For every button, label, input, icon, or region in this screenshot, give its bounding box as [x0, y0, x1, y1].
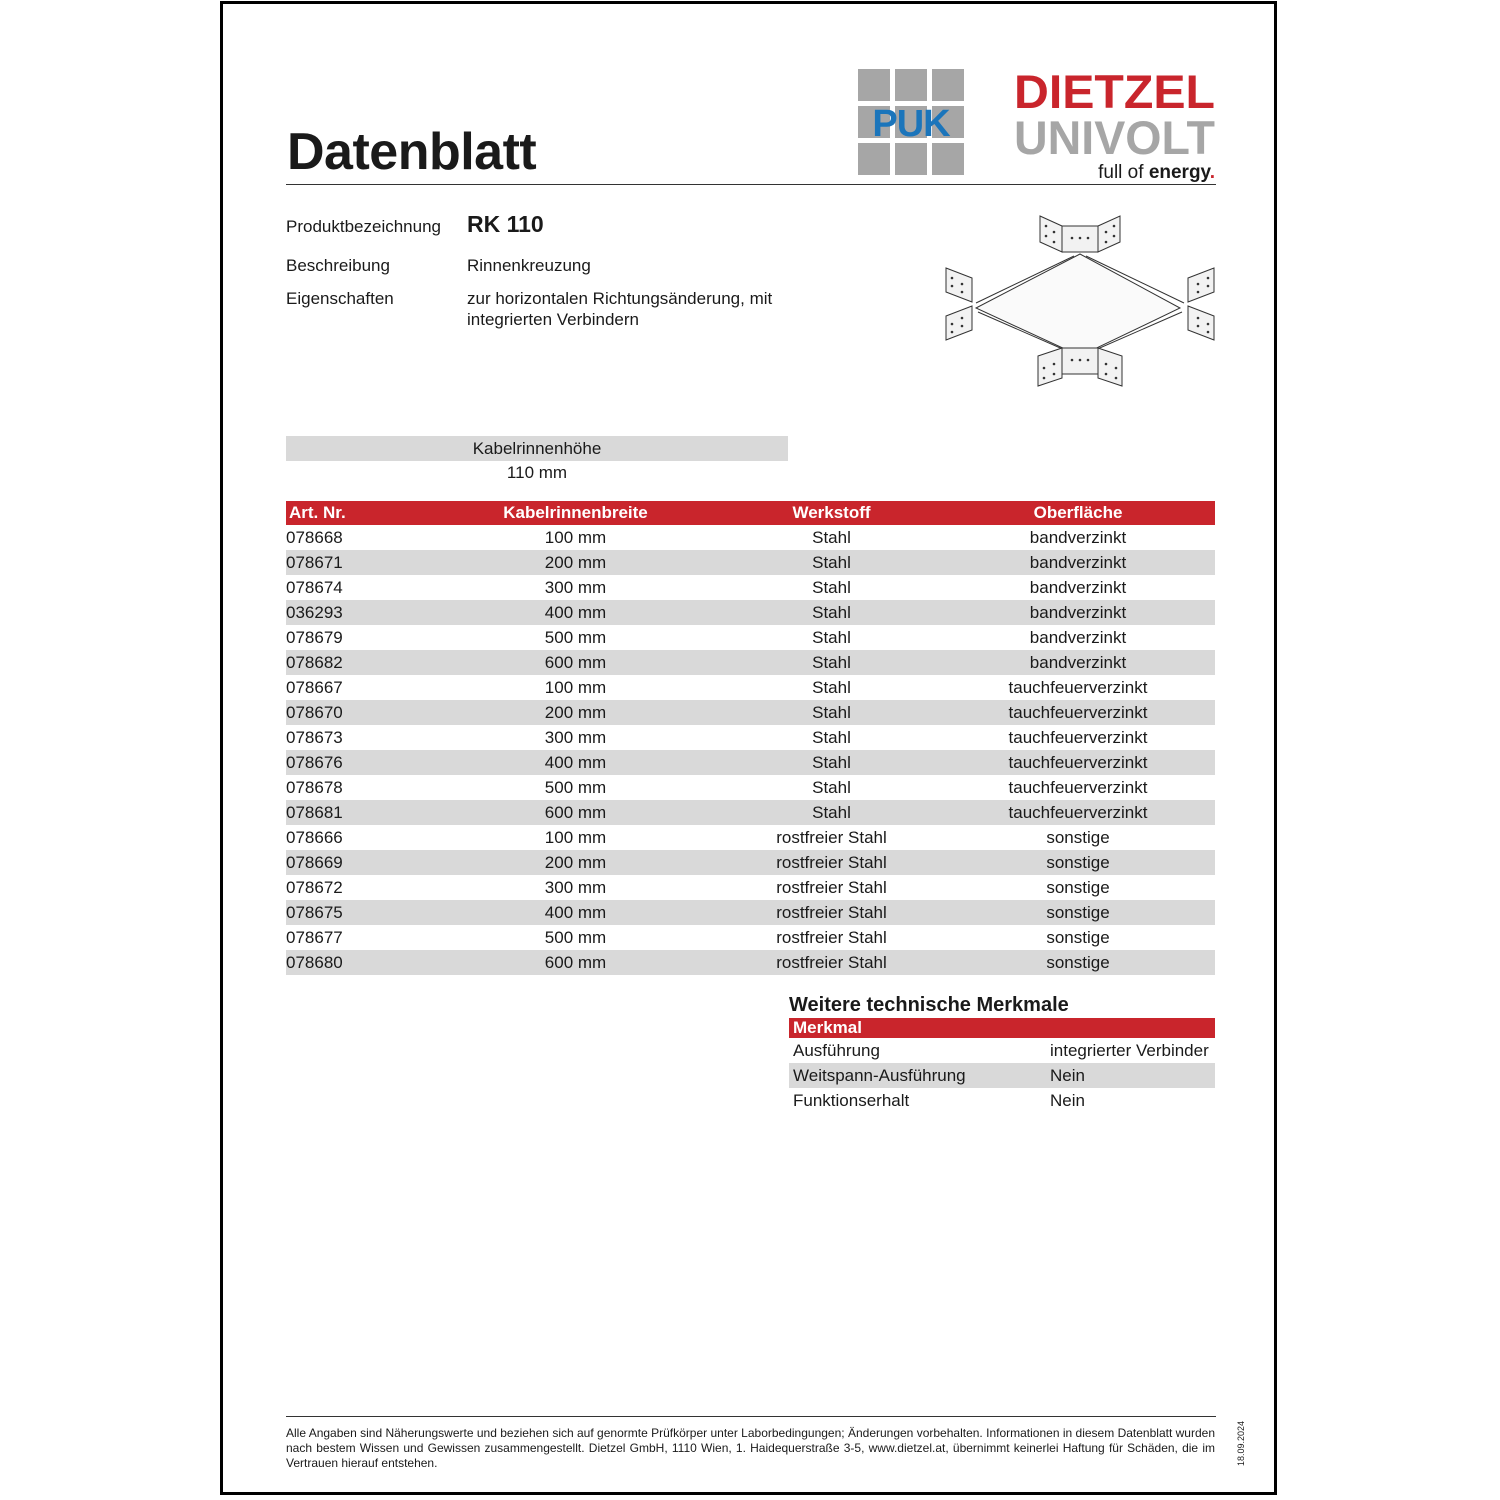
product-drawing — [940, 208, 1220, 398]
width-cell: 400 mm — [429, 750, 722, 775]
art-nr-cell: 078669 — [286, 850, 429, 875]
article-table — [286, 501, 1215, 975]
table-row — [286, 925, 1215, 950]
surface-cell: tauchfeuerverzinkt — [941, 800, 1215, 825]
material-cell: Stahl — [722, 800, 941, 825]
art-nr-cell: 078674 — [286, 578, 343, 597]
puk-logo — [858, 69, 964, 175]
material-cell: Stahl — [722, 650, 941, 675]
surface-cell: bandverzinkt — [1029, 528, 1127, 547]
width-cell: 600 mm — [429, 800, 722, 825]
tech-value: Nein — [1050, 1091, 1085, 1110]
description-label: Beschreibung — [286, 256, 390, 275]
dietzel-univolt-logo — [1012, 66, 1217, 184]
svg-text:full of energy.: full of energy. — [1098, 162, 1215, 183]
art-nr-cell: 078679 — [286, 628, 343, 647]
art-nr-cell: 078666 — [286, 828, 343, 847]
surface-cell: sonstige — [1046, 828, 1110, 847]
table-row — [286, 550, 1215, 575]
width-cell: 400 mm — [429, 600, 722, 625]
col-header-width: Kabelrinnenbreite — [429, 501, 722, 525]
art-nr-cell: 078680 — [286, 950, 429, 975]
width-cell: 300 mm — [544, 878, 607, 897]
surface-cell: sonstige — [941, 850, 1215, 875]
material-cell: Stahl — [812, 528, 851, 547]
table-row — [286, 700, 1215, 725]
svg-text:PUK: PUK — [872, 103, 950, 145]
material-cell: Stahl — [812, 628, 851, 647]
width-cell: 500 mm — [544, 928, 607, 947]
width-cell: 300 mm — [544, 728, 607, 747]
svg-text:DIETZEL: DIETZEL — [1014, 66, 1215, 118]
table-row — [286, 825, 1215, 850]
col-header-surface: Oberfläche — [941, 501, 1215, 525]
tech-features-title: Weitere technische Merkmale — [789, 994, 1069, 1016]
table-row — [286, 650, 1215, 675]
svg-text:UNIVOLT: UNIVOLT — [1014, 111, 1216, 164]
surface-cell: tauchfeuerverzinkt — [941, 700, 1215, 725]
art-nr-cell: 078668 — [286, 528, 343, 547]
width-cell: 200 mm — [429, 850, 722, 875]
table-row — [286, 675, 1215, 700]
tech-key: Ausführung — [793, 1041, 880, 1060]
footer-divider — [286, 1416, 1216, 1417]
material-cell: Stahl — [812, 778, 851, 797]
surface-cell: bandverzinkt — [941, 550, 1215, 575]
width-cell: 300 mm — [544, 578, 607, 597]
table-row — [286, 900, 1215, 925]
table-row — [286, 575, 1215, 600]
tech-value: Nein — [1050, 1063, 1215, 1088]
width-cell: 100 mm — [544, 528, 607, 547]
table-row — [286, 525, 1215, 550]
col-header-material: Werkstoff — [722, 501, 941, 525]
material-cell: rostfreier Stahl — [776, 928, 887, 947]
art-nr-cell: 078667 — [286, 678, 343, 697]
table-row — [286, 800, 1215, 825]
material-cell: rostfreier Stahl — [776, 878, 887, 897]
width-cell: 100 mm — [544, 678, 607, 697]
product-name: RK 110 — [467, 211, 544, 237]
art-nr-cell: 036293 — [286, 600, 429, 625]
tech-header: Merkmal — [789, 1018, 1215, 1038]
width-cell: 500 mm — [544, 628, 607, 647]
art-nr-cell: 078672 — [286, 878, 343, 897]
surface-cell: bandverzinkt — [941, 600, 1215, 625]
width-cell: 600 mm — [429, 650, 722, 675]
width-cell: 400 mm — [429, 900, 722, 925]
art-nr-cell: 078675 — [286, 900, 429, 925]
product-name-label: Produktbezeichnung — [286, 217, 442, 236]
footer-disclaimer: Alle Angaben sind Näherungswerte und beziehen sich auf genormte Prüfkörper unter Laborbedingungen; Änderungen vorbehalten. Informationen in diesem Datenblatt wurden nach bestem Wissen und Gewissen zusammengestellt. Dietzel GmbH, 1110 Wien, 1. Haidequerstraße 3-5, www.dietzel.at, übernimmt keinerlei Haftung für Schäden, die im Vertrauen hierauf entstehen. — [286, 1426, 1215, 1470]
art-nr-cell: 078673 — [286, 728, 343, 747]
header-divider — [286, 184, 1216, 185]
tech-row — [789, 1088, 1215, 1113]
surface-cell: sonstige — [1046, 878, 1110, 897]
table-row — [286, 950, 1215, 975]
description-value: Rinnenkreuzung — [467, 256, 591, 275]
width-cell: 100 mm — [544, 828, 607, 847]
height-label: Kabelrinnenhöhe — [286, 436, 788, 461]
material-cell: Stahl — [722, 700, 941, 725]
print-date: 18.09.2024 — [1236, 1420, 1246, 1466]
properties-label: Eigenschaften — [286, 289, 394, 308]
surface-cell: bandverzinkt — [941, 650, 1215, 675]
properties-line-1: zur horizontalen Richtungsänderung, mit — [467, 289, 773, 308]
properties-line-2: integrierten Verbindern — [467, 310, 640, 329]
width-cell: 500 mm — [544, 778, 607, 797]
article-table-header — [286, 501, 1215, 525]
surface-cell: bandverzinkt — [1029, 628, 1127, 647]
material-cell: Stahl — [812, 728, 851, 747]
surface-cell: tauchfeuerverzinkt — [1008, 678, 1148, 697]
surface-cell: tauchfeuerverzinkt — [1008, 728, 1148, 747]
table-row — [286, 875, 1215, 900]
material-cell: rostfreier Stahl — [776, 828, 887, 847]
width-cell: 200 mm — [429, 550, 722, 575]
material-cell: Stahl — [722, 600, 941, 625]
material-cell: rostfreier Stahl — [722, 950, 941, 975]
surface-cell: sonstige — [941, 950, 1215, 975]
tech-value: integrierter Verbinder — [1050, 1041, 1209, 1060]
surface-cell: bandverzinkt — [1029, 578, 1127, 597]
tech-row — [789, 1038, 1215, 1063]
surface-cell: sonstige — [941, 900, 1215, 925]
height-value: 110 mm — [506, 463, 568, 482]
art-nr-cell: 078681 — [286, 800, 429, 825]
tech-features-table — [789, 1018, 1215, 1113]
material-cell: Stahl — [812, 578, 851, 597]
art-nr-cell: 078670 — [286, 700, 429, 725]
surface-cell: tauchfeuerverzinkt — [1008, 778, 1148, 797]
tech-key: Weitspann-Ausführung — [789, 1063, 1050, 1088]
surface-cell: tauchfeuerverzinkt — [941, 750, 1215, 775]
art-nr-cell: 078676 — [286, 750, 429, 775]
material-cell: rostfreier Stahl — [722, 850, 941, 875]
width-cell: 200 mm — [429, 700, 722, 725]
art-nr-cell: 078682 — [286, 650, 429, 675]
art-nr-cell: 078678 — [286, 778, 343, 797]
material-cell: Stahl — [722, 550, 941, 575]
table-row — [286, 600, 1215, 625]
surface-cell: sonstige — [1046, 928, 1110, 947]
tech-row — [789, 1063, 1215, 1088]
tech-key: Funktionserhalt — [793, 1091, 910, 1110]
material-cell: rostfreier Stahl — [722, 900, 941, 925]
material-cell: Stahl — [722, 750, 941, 775]
table-row — [286, 625, 1215, 650]
table-row — [286, 850, 1215, 875]
material-cell: Stahl — [812, 678, 851, 697]
width-cell: 600 mm — [429, 950, 722, 975]
page-title: Datenblatt — [287, 123, 537, 181]
col-header-art-nr: Art. Nr. — [286, 501, 429, 525]
table-row — [286, 775, 1215, 800]
table-row — [286, 725, 1215, 750]
art-nr-cell: 078677 — [286, 928, 343, 947]
table-row — [286, 750, 1215, 775]
art-nr-cell: 078671 — [286, 550, 429, 575]
